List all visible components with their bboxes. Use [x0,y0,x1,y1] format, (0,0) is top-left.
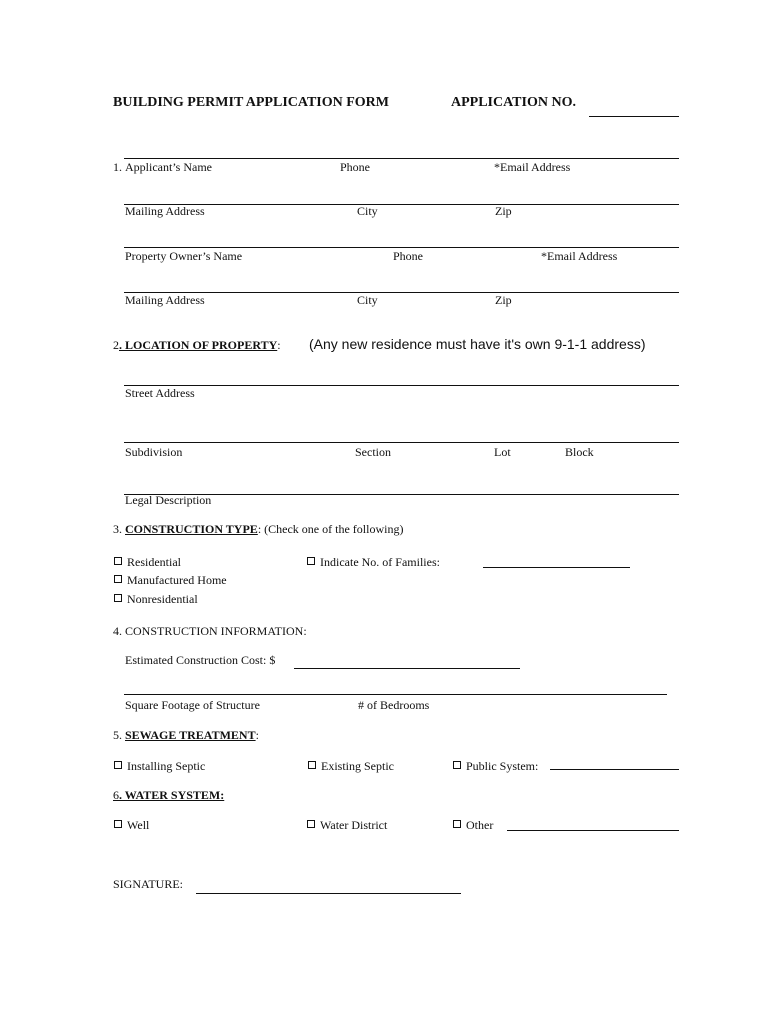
owner-email-label: *Email Address [541,249,618,263]
families-count-field[interactable] [483,567,630,568]
section1-number: 1. [113,160,122,174]
other-checkbox[interactable] [453,820,461,828]
construction-cost-field[interactable] [294,668,520,669]
families-label: Indicate No. of Families: [320,555,440,569]
applicant-name-label: Applicant’s Name [125,160,212,174]
street-address-line[interactable] [124,385,679,386]
mailing-address-label: Mailing Address [125,204,205,218]
water-system-title: . WATER SYSTEM: [119,788,225,802]
block-label: Block [565,445,594,459]
owner-info-line[interactable] [124,247,679,248]
section6-heading [113,788,224,802]
water-district-checkbox[interactable] [307,820,315,828]
applicant-phone-label: Phone [340,160,370,174]
subdivision-label: Subdivision [125,445,183,459]
owner-city-label: City [357,293,378,307]
owner-phone-label: Phone [393,249,423,263]
city-label: City [357,204,378,218]
section3-heading [113,522,403,536]
construction-cost-label: Estimated Construction Cost: $ [125,653,276,667]
signature-label: SIGNATURE: [113,877,184,891]
existing-septic-checkbox[interactable] [308,761,316,769]
section2-colon: : [277,338,281,352]
form-title: BUILDING PERMIT APPLICATION FORM [113,95,390,110]
manufactured-home-checkbox[interactable] [114,575,122,583]
section2-number: 2 [113,338,119,352]
square-footage-label: Square Footage of Structure [125,698,260,712]
water-district-label: Water District [320,818,388,832]
lot-label: Lot [494,445,511,459]
application-no-field[interactable] [589,116,679,117]
applicant-email-label: *Email Address [494,160,571,174]
families-checkbox[interactable] [307,557,315,565]
street-address-label: Street Address [125,386,195,400]
owner-mailing-address-label: Mailing Address [125,293,205,307]
section-label: Section [355,445,391,459]
location-note: (Any new residence must have it's own 9-1-1 address) [309,336,646,352]
public-system-field[interactable] [550,769,679,770]
residential-checkbox[interactable] [114,557,122,565]
owner-zip-label: Zip [495,293,512,307]
well-checkbox[interactable] [114,820,122,828]
other-field[interactable] [507,830,679,831]
section6-number: 6 [113,788,119,802]
applicant-info-line[interactable] [124,158,679,159]
section3-number: 3. [113,522,122,536]
section5-heading [113,728,259,742]
nonresidential-label: Nonresidential [127,592,198,606]
sewage-treatment-title: SEWAGE TREATMENT [125,728,256,742]
square-footage-line[interactable] [124,694,667,695]
other-label: Other [466,818,494,832]
signature-field[interactable] [196,893,461,894]
public-system-label: Public System: [466,759,539,773]
bedrooms-label: # of Bedrooms [358,698,430,712]
applicant-mailing-line[interactable] [124,204,679,205]
well-label: Well [127,818,150,832]
location-of-property-title: . LOCATION OF PROPERTY [119,338,278,352]
installing-septic-label: Installing Septic [127,759,206,773]
construction-information-title: 4. CONSTRUCTION INFORMATION: [113,624,307,638]
legal-description-label: Legal Description [125,493,212,507]
existing-septic-label: Existing Septic [321,759,394,773]
owner-name-label: Property Owner’s Name [125,249,243,263]
construction-type-suffix: : (Check one of the following) [257,522,404,536]
residential-label: Residential [127,555,181,569]
section2-heading [113,338,281,352]
application-no-label: APPLICATION NO. [451,95,576,110]
nonresidential-checkbox[interactable] [114,594,122,602]
section5-number: 5. [113,728,122,742]
section5-colon: : [255,728,259,742]
manufactured-home-label: Manufactured Home [127,573,227,587]
public-system-checkbox[interactable] [453,761,461,769]
owner-mailing-line[interactable] [124,292,679,293]
installing-septic-checkbox[interactable] [114,761,122,769]
subdivision-line[interactable] [124,442,679,443]
zip-label: Zip [495,204,512,218]
construction-type-title: CONSTRUCTION TYPE [125,522,258,536]
